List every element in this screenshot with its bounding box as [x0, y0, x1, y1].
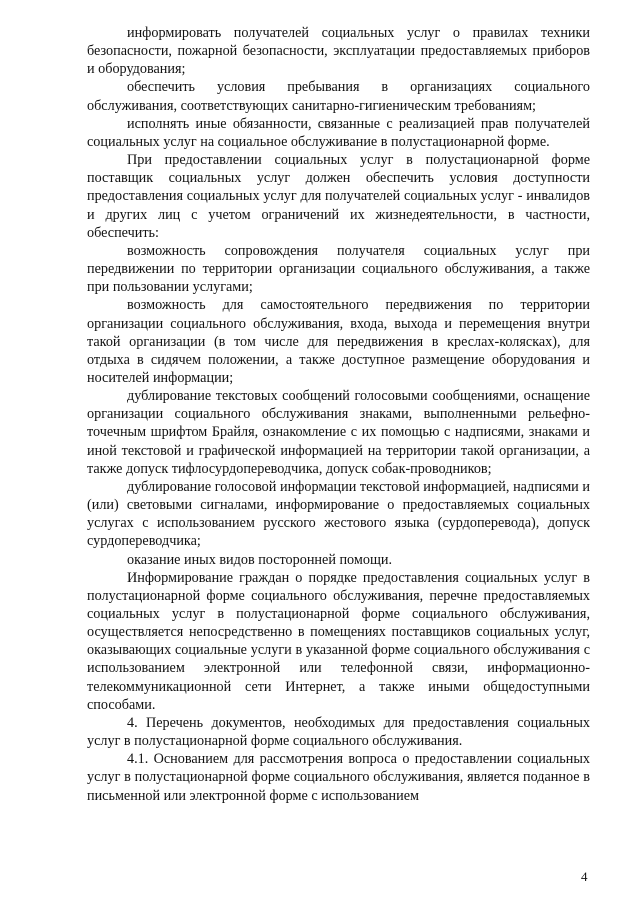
paragraph: 4.1. Основанием для рассмотрения вопроса о предоставлении социальных услуг в полустационарной форме социального обслуживания, является поданное в письменной или электронной форме с использованием — [87, 751, 590, 804]
paragraph: возможность сопровождения получателя социальных услуг при передвижении по территории организации социального обслуживания, а также при пользовании услугами; — [87, 242, 590, 296]
paragraph: оказание иных видов посторонней помощи. — [127, 551, 393, 568]
paragraph: информировать получателей социальных услуг о правилах техники безопасности, пожарной безопасности, эксплуатации предоставляемых приборов и оборудования; — [87, 25, 590, 78]
paragraph: дублирование текстовых сообщений голосовыми сообщениями, оснащение организации социального обслуживания знаками, выполненными рельефно-точечным шрифтом Брайля, ознакомление с их помощью с надписями, знаками и иной текстовой и графической информацией на территории такой организации, а также допуск тифлосурдопереводчика, допуск собак-проводников; — [87, 388, 590, 477]
paragraph: обеспечить условия пребывания в организациях социального обслуживания, соответствующих санитарно-гигиеническим требованиям; — [87, 79, 590, 114]
paragraph: дублирование голосовой информации текстовой информацией, надписями и (или) световыми сигналами, информирование о предоставляемых социальных услугах с использованием русского жестового языка (сурдоперевода), допуск сурдопереводчика; — [87, 478, 590, 550]
paragraph: Информирование граждан о порядке предоставления социальных услуг в полустационарной форме социального обслуживания, перечне предоставляемых социальных услуг в полустационарной форме социального обслуживания, осуществляется непосредственно в помещениях поставщиков социальных услуг, оказывающих социальные услуги в указанной форме социального обслуживания с использованием электронной или телефонной связи, информационно-телекоммуникационной сети Интернет, а также иными общедоступными способами. — [87, 569, 590, 713]
page-number: 4 — [581, 869, 588, 884]
document-body — [87, 24, 590, 805]
paragraph: При предоставлении социальных услуг в полустационарной форме поставщик социальных услуг должен обеспечить условия доступности предоставления социальных услуг для получателей социальных услуг - инвалидов и других лиц с учетом ограничений их жизнедеятельности, в частности, обеспечить: — [87, 152, 590, 241]
paragraph: возможность для самостоятельного передвижения по территории организации социального обслуживания, входа, выхода и перемещения внутри такой организации (в том числе для передвижения в креслах-колясках), для отдыха в сидячем положении, а также доступное размещение оборудования и носителей информации; — [87, 297, 590, 386]
section-heading: 4. Перечень документов, необходимых для предоставления социальных услуг в полустационарной форме социального обслуживания. — [87, 714, 590, 750]
paragraph: исполнять иные обязанности, связанные с реализацией прав получателей социальных услуг на социальное обслуживание в полустационарной форме. — [87, 115, 590, 150]
